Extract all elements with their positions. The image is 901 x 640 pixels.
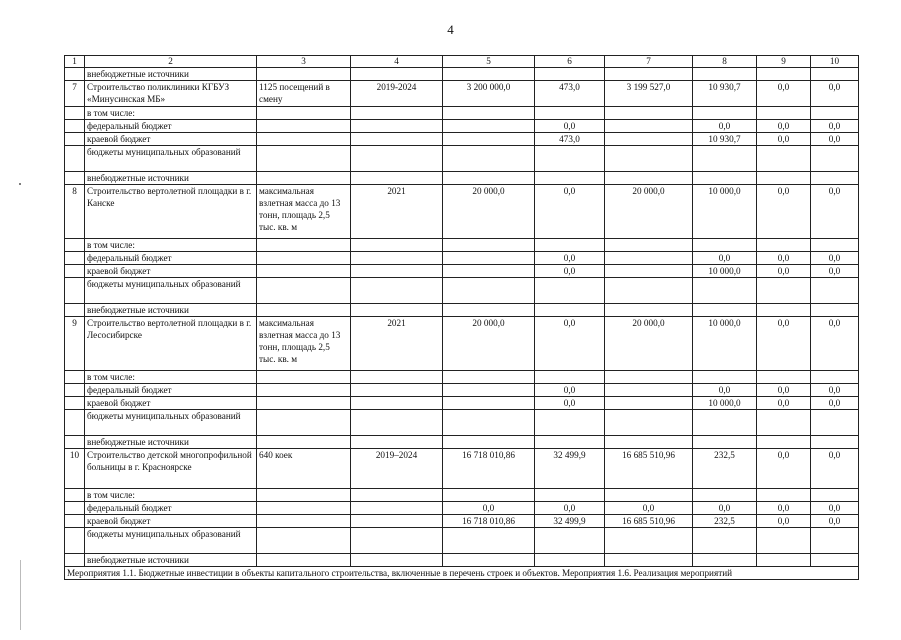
budget-table: [64, 55, 859, 580]
table-cell: 32 499,9: [535, 449, 605, 489]
item-name-cell: внебюджетные источники: [85, 554, 257, 567]
table-cell: [757, 410, 811, 436]
table-row: [65, 515, 859, 528]
column-header-10: 10: [811, 56, 859, 68]
table-cell: [535, 489, 605, 502]
table-cell: [811, 554, 859, 567]
table-row: [65, 554, 859, 567]
table-cell: [693, 278, 757, 304]
table-cell: [693, 528, 757, 554]
table-cell: 0,0: [757, 133, 811, 146]
table-cell: [811, 239, 859, 252]
table-cell: [351, 68, 443, 81]
table-cell: 10 930,7: [693, 133, 757, 146]
table-row: [65, 489, 859, 502]
table-cell: [257, 239, 351, 252]
table-cell: [351, 502, 443, 515]
table-cell: [693, 172, 757, 185]
table-cell: 0,0: [811, 81, 859, 107]
table-cell: 0,0: [757, 384, 811, 397]
table-cell: 10 000,0: [693, 265, 757, 278]
table-cell: 0,0: [811, 502, 859, 515]
table-cell: [693, 107, 757, 120]
table-cell: [535, 146, 605, 172]
row-number-cell: [65, 107, 85, 120]
table-cell: [351, 554, 443, 567]
table-cell: 0,0: [811, 252, 859, 265]
table-cell: [443, 397, 535, 410]
table-cell: 0,0: [811, 384, 859, 397]
table-cell: [757, 146, 811, 172]
row-number-cell: [65, 252, 85, 265]
table-cell: 0,0: [535, 120, 605, 133]
table-row: [65, 449, 859, 489]
table-cell: 0,0: [811, 449, 859, 489]
table-cell: [693, 239, 757, 252]
column-header-9: 9: [757, 56, 811, 68]
table-cell: [605, 528, 693, 554]
table-cell: [257, 252, 351, 265]
table-cell: [257, 384, 351, 397]
item-name-cell: внебюджетные источники: [85, 172, 257, 185]
table-cell: 20 000,0: [443, 317, 535, 371]
table-cell: [351, 489, 443, 502]
item-name-cell: краевой бюджет: [85, 397, 257, 410]
table-cell: [443, 384, 535, 397]
item-name-cell: федеральный бюджет: [85, 502, 257, 515]
table-row: [65, 81, 859, 107]
table-cell: 0,0: [811, 185, 859, 239]
table-cell: [693, 146, 757, 172]
table-cell: 0,0: [535, 265, 605, 278]
table-cell: [605, 304, 693, 317]
item-name-cell: Строительство вертолетной площадки в г. Лесосибирске: [85, 317, 257, 371]
table-cell: [811, 278, 859, 304]
row-number-cell: [65, 278, 85, 304]
row-number-cell: 9: [65, 317, 85, 371]
table-cell: 0,0: [757, 449, 811, 489]
item-name-cell: Строительство вертолетной площадки в г. Канске: [85, 185, 257, 239]
table-cell: [351, 304, 443, 317]
table-cell: [257, 554, 351, 567]
table-cell: 32 499,9: [535, 515, 605, 528]
table-cell: 0,0: [535, 502, 605, 515]
item-name-cell: внебюджетные источники: [85, 304, 257, 317]
table-cell: 16 718 010,86: [443, 449, 535, 489]
table-row: [65, 146, 859, 172]
table-cell: 0,0: [811, 515, 859, 528]
table-cell: [257, 502, 351, 515]
table-row: [65, 252, 859, 265]
table-cell: 16 685 510,96: [605, 515, 693, 528]
table-row: [65, 304, 859, 317]
table-cell: [605, 107, 693, 120]
table-cell: 0,0: [693, 120, 757, 133]
table-cell: 0,0: [693, 252, 757, 265]
table-cell: [535, 172, 605, 185]
table-row: [65, 107, 859, 120]
table-cell: [693, 304, 757, 317]
table-row: [65, 239, 859, 252]
row-number-cell: [65, 502, 85, 515]
item-name-cell: в том числе:: [85, 107, 257, 120]
table-cell: [605, 239, 693, 252]
row-number-cell: [65, 265, 85, 278]
table-cell: [535, 436, 605, 449]
table-cell: [605, 371, 693, 384]
table-cell: [443, 239, 535, 252]
table-cell: [605, 252, 693, 265]
table-cell: [257, 515, 351, 528]
row-number-cell: [65, 371, 85, 384]
table-row: [65, 410, 859, 436]
table-cell: [535, 554, 605, 567]
table-cell: 1125 посещений в смену: [257, 81, 351, 107]
table-cell: [535, 278, 605, 304]
table-cell: 0,0: [811, 133, 859, 146]
table-cell: [257, 68, 351, 81]
page-number: 4: [447, 22, 454, 37]
table-cell: 0,0: [757, 120, 811, 133]
table-cell: 0,0: [693, 384, 757, 397]
table-cell: 0,0: [443, 502, 535, 515]
item-name-cell: бюджеты муниципальных образований: [85, 528, 257, 554]
footer-note: Мероприятия 1.1. Бюджетные инвестиции в объекты капитального строительства, включенные в перечень строек и объектов. Мероприятия 1.6. Реализация мероприятий: [65, 567, 859, 580]
table-cell: 10 930,7: [693, 81, 757, 107]
column-header-4: 4: [351, 56, 443, 68]
table-cell: [811, 107, 859, 120]
table-cell: [351, 528, 443, 554]
table-cell: 2019–2024: [351, 449, 443, 489]
table-cell: [757, 107, 811, 120]
table-cell: [443, 436, 535, 449]
table-cell: 0,0: [535, 252, 605, 265]
table-row: [65, 120, 859, 133]
row-number-cell: 7: [65, 81, 85, 107]
row-number-cell: 8: [65, 185, 85, 239]
column-header-5: 5: [443, 56, 535, 68]
table-cell: [605, 172, 693, 185]
item-name-cell: федеральный бюджет: [85, 120, 257, 133]
table-cell: 473,0: [535, 81, 605, 107]
table-cell: [535, 410, 605, 436]
table-cell: [351, 410, 443, 436]
table-cell: [811, 410, 859, 436]
table-cell: [757, 304, 811, 317]
table-cell: 0,0: [757, 185, 811, 239]
table-cell: [443, 371, 535, 384]
table-cell: 0,0: [757, 252, 811, 265]
item-name-cell: федеральный бюджет: [85, 252, 257, 265]
table-cell: 0,0: [757, 81, 811, 107]
table-cell: [605, 146, 693, 172]
table-cell: [811, 304, 859, 317]
table-cell: [535, 107, 605, 120]
table-cell: [693, 489, 757, 502]
table-cell: [443, 146, 535, 172]
table-cell: [757, 239, 811, 252]
table-cell: [351, 384, 443, 397]
column-header-8: 8: [693, 56, 757, 68]
table-cell: [443, 278, 535, 304]
table-cell: [257, 489, 351, 502]
table-cell: 0,0: [535, 185, 605, 239]
table-cell: [443, 554, 535, 567]
row-number-cell: 10: [65, 449, 85, 489]
table-cell: [257, 278, 351, 304]
table-cell: 16 685 510,96: [605, 449, 693, 489]
table-cell: 10 000,0: [693, 397, 757, 410]
table-cell: [757, 172, 811, 185]
table-cell: [257, 107, 351, 120]
row-number-cell: [65, 410, 85, 436]
table-cell: [811, 436, 859, 449]
table-cell: [351, 239, 443, 252]
item-name-cell: краевой бюджет: [85, 265, 257, 278]
table-cell: 473,0: [535, 133, 605, 146]
item-name-cell: внебюджетные источники: [85, 436, 257, 449]
row-number-cell: [65, 133, 85, 146]
table-cell: 16 718 010,86: [443, 515, 535, 528]
table-cell: [351, 515, 443, 528]
item-name-cell: федеральный бюджет: [85, 384, 257, 397]
table-cell: 0,0: [811, 120, 859, 133]
table-cell: [605, 265, 693, 278]
table-cell: 0,0: [757, 397, 811, 410]
table-row: [65, 133, 859, 146]
row-number-cell: [65, 120, 85, 133]
table-cell: [351, 397, 443, 410]
table-cell: [443, 68, 535, 81]
table-cell: [351, 252, 443, 265]
table-cell: 640 коек: [257, 449, 351, 489]
table-cell: [443, 410, 535, 436]
table-cell: [257, 528, 351, 554]
table-cell: [351, 107, 443, 120]
table-cell: [605, 120, 693, 133]
table-row: [65, 502, 859, 515]
row-number-cell: [65, 489, 85, 502]
table-cell: [605, 554, 693, 567]
table-cell: [757, 489, 811, 502]
table-cell: [811, 172, 859, 185]
scan-edge-line: [20, 560, 21, 630]
table-row: [65, 68, 859, 81]
table-cell: [757, 554, 811, 567]
table-cell: 232,5: [693, 449, 757, 489]
table-cell: [443, 133, 535, 146]
table-row: [65, 317, 859, 371]
table-cell: [535, 528, 605, 554]
table-cell: [257, 146, 351, 172]
table-row: [65, 185, 859, 239]
item-name-cell: внебюджетные источники: [85, 68, 257, 81]
table-cell: 10 000,0: [693, 185, 757, 239]
table-row: [65, 436, 859, 449]
table-cell: [351, 371, 443, 384]
table-cell: 0,0: [811, 397, 859, 410]
table-cell: [257, 120, 351, 133]
table-cell: 0,0: [693, 502, 757, 515]
table-cell: 0,0: [757, 317, 811, 371]
table-cell: [605, 436, 693, 449]
item-name-cell: в том числе:: [85, 489, 257, 502]
table-cell: [757, 371, 811, 384]
table-cell: [757, 68, 811, 81]
table-cell: [443, 489, 535, 502]
table-cell: [605, 278, 693, 304]
table-cell: [693, 68, 757, 81]
table-cell: 0,0: [757, 515, 811, 528]
table-cell: 20 000,0: [443, 185, 535, 239]
table-row: [65, 278, 859, 304]
table-cell: [693, 436, 757, 449]
footer-row: [65, 567, 859, 580]
row-number-cell: [65, 397, 85, 410]
table-cell: [257, 436, 351, 449]
table-cell: 0,0: [757, 265, 811, 278]
table-cell: 0,0: [535, 384, 605, 397]
table-cell: [693, 371, 757, 384]
table-cell: [605, 384, 693, 397]
table-cell: [811, 528, 859, 554]
table-row: [65, 528, 859, 554]
table-cell: [811, 371, 859, 384]
row-number-cell: [65, 554, 85, 567]
table-cell: [257, 371, 351, 384]
table-cell: [351, 278, 443, 304]
table-cell: [443, 252, 535, 265]
table-cell: [257, 133, 351, 146]
item-name-cell: краевой бюджет: [85, 133, 257, 146]
row-number-cell: [65, 515, 85, 528]
table-cell: [757, 436, 811, 449]
table-cell: 3 199 527,0: [605, 81, 693, 107]
item-name-cell: бюджеты муниципальных образований: [85, 278, 257, 304]
row-number-cell: [65, 436, 85, 449]
table-cell: [351, 265, 443, 278]
column-header-1: 1: [65, 56, 85, 68]
item-name-cell: в том числе:: [85, 239, 257, 252]
table-cell: [443, 107, 535, 120]
table-cell: [605, 489, 693, 502]
table-cell: [605, 68, 693, 81]
table-cell: [351, 120, 443, 133]
row-number-cell: [65, 68, 85, 81]
table-cell: [443, 120, 535, 133]
table-cell: [605, 397, 693, 410]
item-name-cell: краевой бюджет: [85, 515, 257, 528]
table-cell: [351, 133, 443, 146]
table-cell: [351, 436, 443, 449]
table-cell: 2021: [351, 185, 443, 239]
item-name-cell: в том числе:: [85, 371, 257, 384]
table-cell: 10 000,0: [693, 317, 757, 371]
scan-dot: [19, 183, 21, 185]
row-number-cell: [65, 304, 85, 317]
table-cell: 3 200 000,0: [443, 81, 535, 107]
item-name-cell: бюджеты муниципальных образований: [85, 410, 257, 436]
column-header-2: 2: [85, 56, 257, 68]
table-cell: [443, 265, 535, 278]
row-number-cell: [65, 384, 85, 397]
table-cell: [535, 68, 605, 81]
table-cell: [257, 397, 351, 410]
table-cell: [257, 304, 351, 317]
table-row: [65, 397, 859, 410]
table-cell: 20 000,0: [605, 185, 693, 239]
item-name-cell: Строительство детской многопрофильной больницы в г. Красноярске: [85, 449, 257, 489]
table-cell: 0,0: [811, 265, 859, 278]
table-cell: 20 000,0: [605, 317, 693, 371]
table-row: [65, 371, 859, 384]
table-row: [65, 384, 859, 397]
table-cell: [757, 278, 811, 304]
table-cell: 0,0: [535, 397, 605, 410]
table-cell: [605, 133, 693, 146]
table-cell: 2021: [351, 317, 443, 371]
table-cell: максимальная взлетная масса до 13 тонн, площадь 2,5 тыс. кв. м: [257, 317, 351, 371]
item-name-cell: Строительство поликлиники КГБУЗ «Минусинская МБ»: [85, 81, 257, 107]
table-cell: [693, 410, 757, 436]
table-header-row: [65, 56, 859, 68]
table-row: [65, 265, 859, 278]
table-cell: [257, 410, 351, 436]
table-cell: [605, 410, 693, 436]
table-cell: [351, 146, 443, 172]
table-cell: [535, 239, 605, 252]
table-cell: [811, 489, 859, 502]
column-header-6: 6: [535, 56, 605, 68]
table-cell: [443, 528, 535, 554]
row-number-cell: [65, 172, 85, 185]
table-cell: [257, 265, 351, 278]
table-cell: [443, 172, 535, 185]
column-header-7: 7: [605, 56, 693, 68]
table-cell: [257, 172, 351, 185]
row-number-cell: [65, 239, 85, 252]
table-cell: [351, 172, 443, 185]
table-cell: 0,0: [605, 502, 693, 515]
table-cell: 0,0: [811, 317, 859, 371]
table-cell: [811, 68, 859, 81]
table-cell: [535, 371, 605, 384]
table-cell: [535, 304, 605, 317]
row-number-cell: [65, 528, 85, 554]
table-cell: 0,0: [757, 502, 811, 515]
item-name-cell: бюджеты муниципальных образований: [85, 146, 257, 172]
table-cell: [443, 304, 535, 317]
table-cell: 2019-2024: [351, 81, 443, 107]
table-cell: максимальная взлетная масса до 13 тонн, площадь 2,5 тыс. кв. м: [257, 185, 351, 239]
row-number-cell: [65, 146, 85, 172]
column-header-3: 3: [257, 56, 351, 68]
table-cell: 232,5: [693, 515, 757, 528]
table-row: [65, 172, 859, 185]
table-cell: [757, 528, 811, 554]
table-cell: [693, 554, 757, 567]
table-cell: 0,0: [535, 317, 605, 371]
table-cell: [811, 146, 859, 172]
